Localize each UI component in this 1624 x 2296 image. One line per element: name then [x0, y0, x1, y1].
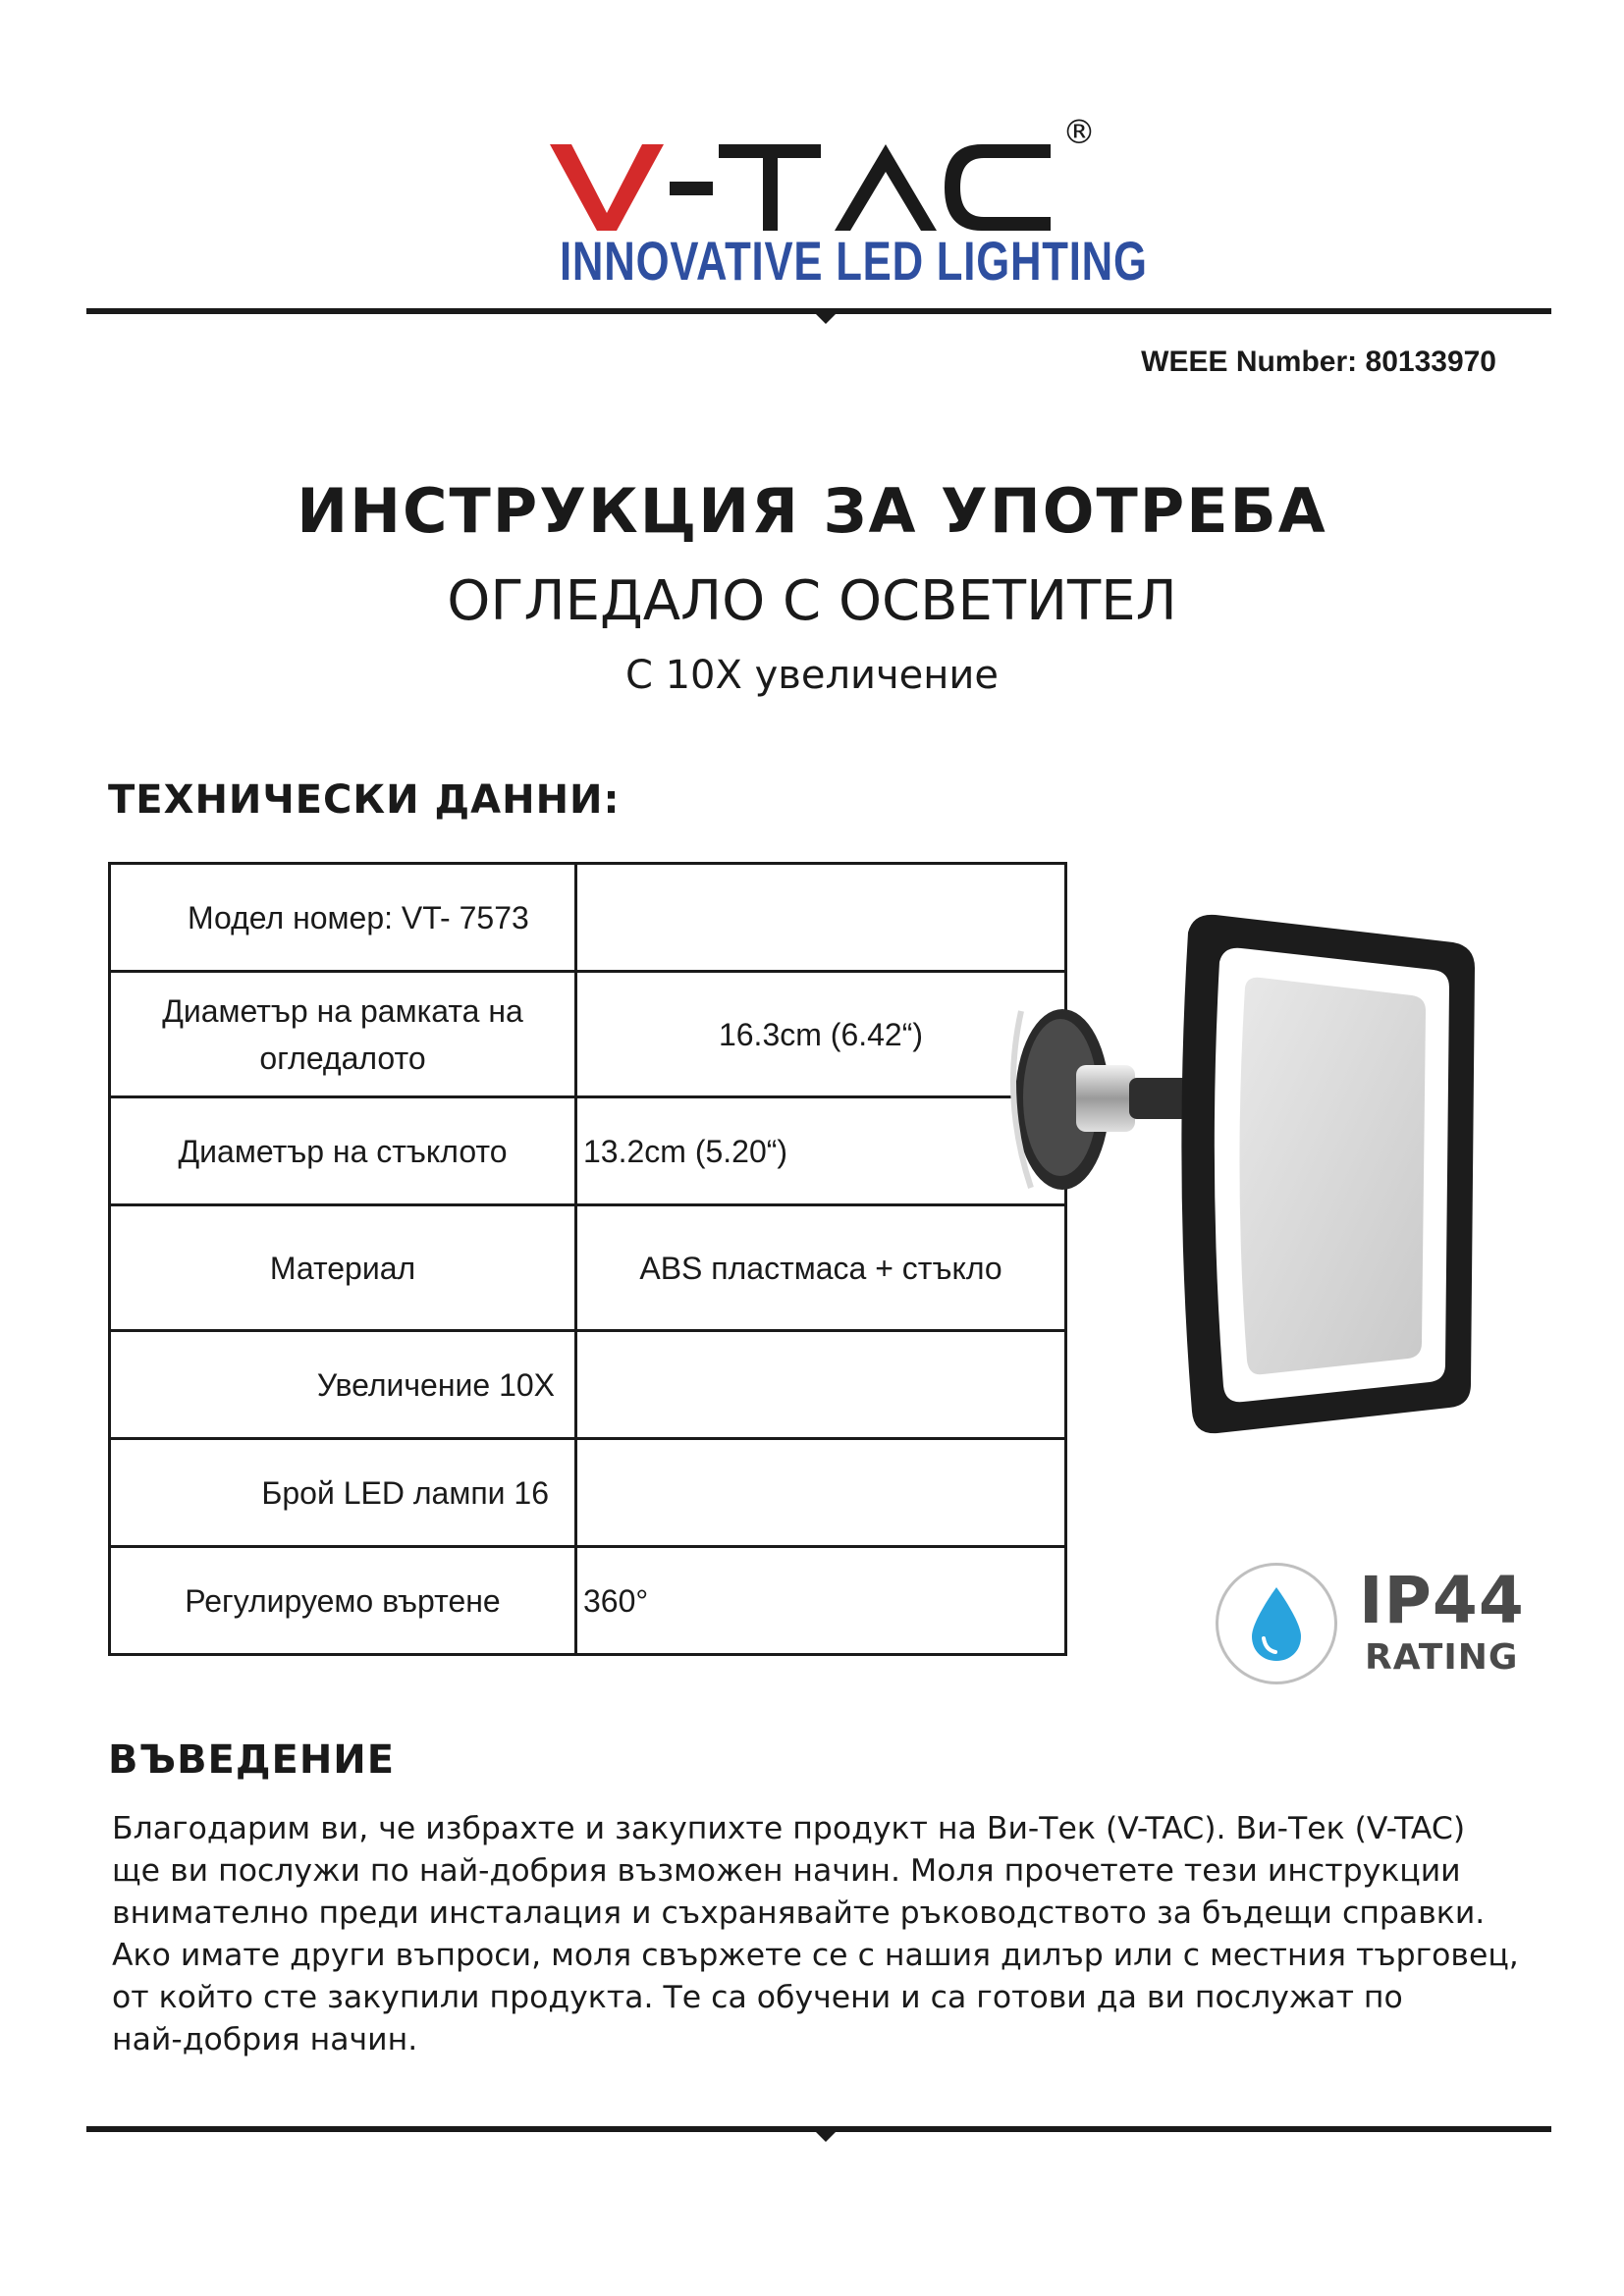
intro-heading: ВЪВЕДЕНИЕ [108, 1737, 396, 1783]
brand-logo [550, 113, 1148, 299]
table-row [110, 1205, 1066, 1331]
spec-value: ABS пластмаса + стъкло [576, 1205, 1066, 1331]
brand-tagline: INNOVATIVE LED LIGHTING [560, 230, 1148, 292]
spec-label: Диаметър на стъклото [110, 1097, 576, 1205]
intro-paragraph [112, 1808, 1545, 2061]
mirror-product-image [992, 903, 1483, 1453]
water-drop-icon [1218, 1566, 1334, 1682]
specs-table [108, 862, 1067, 1656]
weee-label: WEEE Number: [1141, 346, 1358, 378]
table-row [110, 1439, 1066, 1547]
document-subtitle-magnification: С 10X увеличение [624, 653, 1000, 698]
spec-value: 13.2cm (5.20“) [576, 1097, 1066, 1205]
intro-line: внимателно преди инсталация и съхранявайте ръководството за бъдещи справки. [112, 1896, 1486, 1931]
spec-label: Увеличение 10X [110, 1331, 576, 1439]
weee-value: 80133970 [1365, 346, 1496, 378]
ip-rating-value: IP44 [1359, 1563, 1525, 1638]
document-title: ИНСТРУКЦИЯ ЗА УПОТРЕБА [297, 475, 1327, 547]
intro-line: Ако имате други въпроси, моля свържете се с нашия дилър или с местния търговец, [112, 1938, 1519, 1973]
document-subtitle: ОГЛЕДАЛО С ОСВЕТИТЕЛ [447, 569, 1177, 633]
table-row [110, 1331, 1066, 1439]
spec-label: Диаметър на рамката на огледалото [110, 972, 576, 1097]
spec-label: Материал [110, 1205, 576, 1331]
tech-data-heading: ТЕХНИЧЕСКИ ДАННИ: [108, 777, 621, 823]
v-tac-logo-mark [550, 133, 1060, 231]
top-divider-notch [816, 314, 836, 324]
spec-label: Брой LED лампи 16 [110, 1439, 576, 1547]
spec-value [576, 1439, 1066, 1547]
bottom-divider-notch [816, 2132, 836, 2142]
weee-number [1141, 346, 1496, 379]
spec-value: 360° [576, 1547, 1066, 1655]
intro-line: най-добрия начин. [112, 2022, 418, 2057]
table-row [110, 972, 1066, 1097]
spec-value: 16.3cm (6.42“) [576, 972, 1066, 1097]
table-row [110, 1547, 1066, 1655]
intro-line: от който сте закупили продукта. Те са обучени и са готови да ви послужат по [112, 1980, 1403, 2015]
table-row [110, 864, 1066, 972]
spec-label: Регулируемо въртене [110, 1547, 576, 1655]
ip-badge-circle [1216, 1563, 1337, 1684]
intro-line: ще ви послужи по най-добрия възможен начин. Моля прочетете тези инструкции [112, 1853, 1461, 1889]
intro-line: Благодарим ви, че избрахте и закупихте продукт на Ви-Тек (V-TAC). Ви-Тек (V-TAC) [112, 1811, 1466, 1846]
ip-rating-label: RATING [1365, 1637, 1519, 1678]
table-row [110, 1097, 1066, 1205]
ip44-badge [1216, 1563, 1525, 1690]
registered-mark: ® [1062, 113, 1096, 152]
spec-label: Модел номер: VT- 7573 [110, 864, 576, 972]
